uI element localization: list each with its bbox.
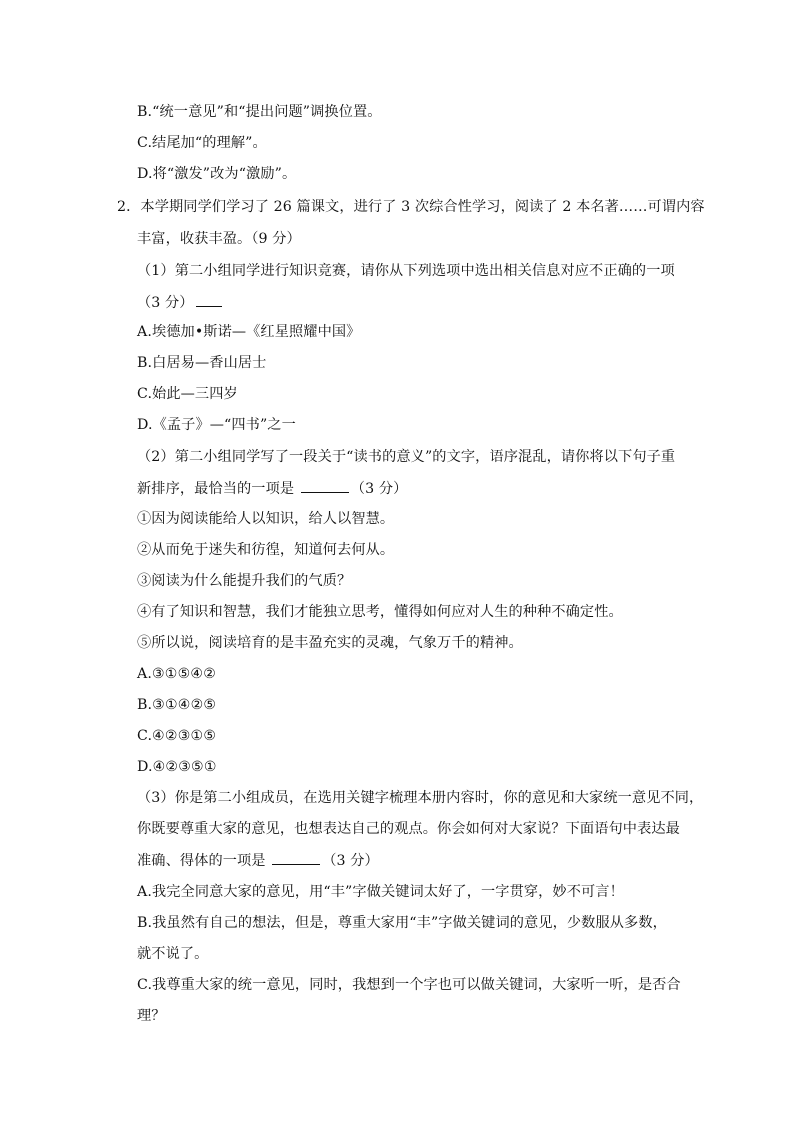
option-line: A.我完全同意大家的意见，用“丰”字做关键词太好了，一字贯穿，妙不可言！ xyxy=(137,884,624,900)
option-line: B.③①④②⑤ xyxy=(137,697,217,713)
option-line: D.④②③⑤① xyxy=(137,759,217,775)
answer-blank[interactable] xyxy=(196,292,222,307)
subquestion-2-answer-line xyxy=(137,478,407,499)
question-text: 准确、得体的一项是 xyxy=(137,853,266,869)
score-text: （3 分） xyxy=(350,481,408,497)
option-line: B.我虽然有自己的想法，但是，尊重大家用“丰”字做关键词的意见，少数服从多数， xyxy=(137,915,667,931)
answer-blank[interactable] xyxy=(272,850,320,865)
option-line: A.埃德加•斯诺—《红星照耀中国》 xyxy=(137,324,361,340)
option-line: A.③①⑤④② xyxy=(137,666,217,682)
option-line: C.我尊重大家的统一意见，同时，我想到一个字也可以做关键词，大家听一听，是否合 xyxy=(137,977,681,993)
answer-blank[interactable] xyxy=(301,478,349,493)
question-text: 本学期同学们学习了 26 篇课文，进行了 3 次综合性学习，阅读了 2 本名著……可谓内容 xyxy=(140,199,705,215)
sentence-item: ①因为阅读能给人以知识，给人以智慧。 xyxy=(137,511,395,527)
sentence-item: ④有了知识和智慧，我们才能独立思考，懂得如何应对人生的种种不确定性。 xyxy=(137,604,623,620)
subquestion-1-line: （1）第二小组同学进行知识竞赛，请你从下列选项中选出相关信息对应不正确的一项 xyxy=(137,263,675,279)
subquestion-2-line: （2）第二小组同学写了一段关于“读书的意义”的文字，语序混乱，请你将以下句子重 xyxy=(137,449,676,465)
subquestion-3-line: （3）你是第二小组成员，在选用关键字梳理本册内容时，你的意见和大家统一意见不同， xyxy=(137,790,704,806)
question-number: 2． xyxy=(117,199,141,215)
sentence-item: ⑤所以说，阅读培育的是丰盈充实的灵魂，气象万千的精神。 xyxy=(137,635,523,651)
option-line-continued: 就不说了。 xyxy=(137,946,209,962)
option-line: C.④②③①⑤ xyxy=(137,728,217,744)
subquestion-1-score-line xyxy=(137,292,224,313)
question-text: 新排序，最恰当的一项是 xyxy=(137,481,295,497)
option-line: B.白居易—香山居士 xyxy=(137,355,267,371)
score-text: （3 分） xyxy=(322,853,379,869)
sentence-item: ②从而免于迷失和彷徨，知道何去何从。 xyxy=(137,542,395,558)
option-line-continued: 理？ xyxy=(137,1008,166,1024)
option-line: B.“统一意见”和“提出问题”调换位置。 xyxy=(137,104,382,120)
score-text: （3 分） xyxy=(137,295,194,311)
option-line: D.将“激发”改为“激励”。 xyxy=(137,166,297,182)
subquestion-3-answer-line xyxy=(137,850,379,871)
option-line: C.结尾加“的理解”。 xyxy=(137,135,267,151)
subquestion-3-line: 你既要尊重大家的意见，也想表达自己的观点。你会如何对大家说？下面语句中表达最 xyxy=(137,821,680,837)
sentence-item: ③阅读为什么能提升我们的气质？ xyxy=(137,573,352,589)
question-2-first-line xyxy=(117,197,705,217)
question-text-line: 丰富，收获丰盈。（9 分） xyxy=(137,231,301,247)
option-line: C.始此—三四岁 xyxy=(137,386,238,402)
option-line: D.《孟子》—“四书”之一 xyxy=(137,417,296,433)
